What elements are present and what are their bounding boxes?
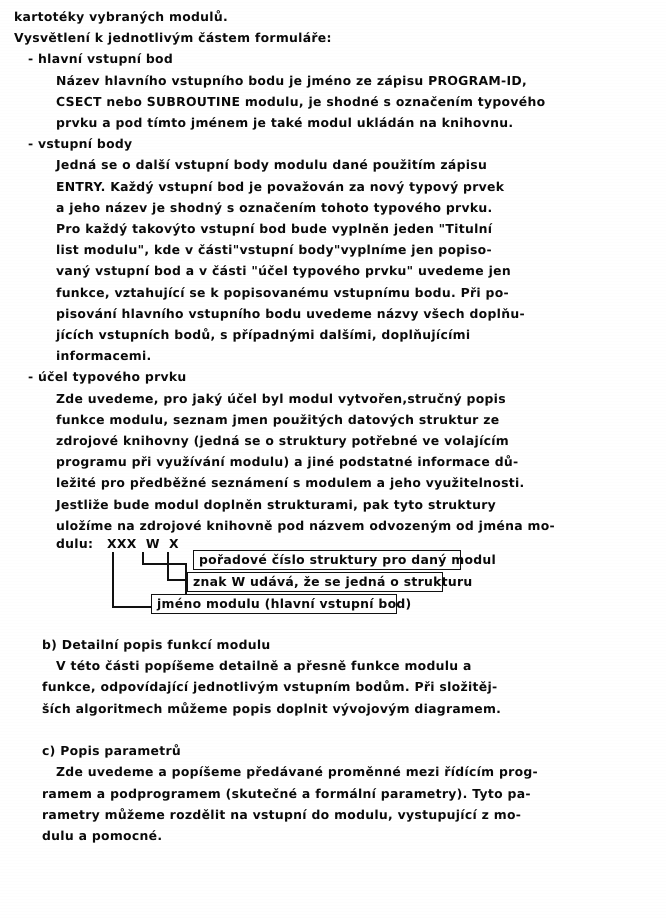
list-item: - účel typového prvku xyxy=(28,369,187,385)
text-line: zdrojové knihovny (jedná se o struktury potřebné ve volajícím xyxy=(56,433,510,449)
text-line: dulu a pomocné. xyxy=(42,827,163,843)
text-line: funkce, vztahující se k popisovanému vstupnímu bodu. Při po- xyxy=(56,284,509,300)
document-body xyxy=(14,6,656,846)
section-heading-b: b) Detailní popis funkcí modulu xyxy=(42,637,271,653)
section-heading-c: c) Popis parametrů xyxy=(42,743,181,759)
text-line: Jedná se o další vstupní body modulu dané použitím zápisu xyxy=(56,157,488,173)
diagram-leader-line xyxy=(142,563,186,565)
text-line: kartotéky vybraných modulů. xyxy=(14,9,228,24)
diagram-box-w-marker: znak W udává, že se jedná o strukturu xyxy=(187,572,443,592)
paragraph-block-sections xyxy=(14,634,656,846)
text-line: programu při využívání modulu) a jiné podstatné informace dů- xyxy=(56,454,519,470)
text-line: ležité pro předběžné seznámení s modulem a jeho využitelnosti. xyxy=(56,475,525,491)
text-line: ENTRY. Každý vstupní bod je považován za nový typový prvek xyxy=(56,178,505,194)
text-line: pisování hlavního vstupního bodu uvedeme názvy všech doplňu- xyxy=(56,305,525,321)
diagram-box-module-name: jméno modulu (hlavní vstupní bod) xyxy=(151,594,397,614)
text-line: funkce, odpovídající jednotlivým vstupním bodům. Při složitěj- xyxy=(42,679,498,695)
diagram-leader-line xyxy=(112,606,152,608)
text-line: vaný vstupní bod a v části "účel typového prvku" uvedeme jen xyxy=(56,263,511,279)
diagram-leader-line xyxy=(112,552,114,607)
text-line: Vysvětlení k jednotlivým částem formuláře: xyxy=(14,30,332,46)
text-line: ramem a podprogramem (skutečné a formální parametry). Tyto pa- xyxy=(42,785,531,801)
text-line: a jeho název je shodný s označením tohoto typového prvku. xyxy=(56,199,493,215)
text-line: informacemi. xyxy=(56,348,152,364)
text-line: Zde uvedeme a popíšeme předávané proměnné mezi řídícím prog- xyxy=(56,764,538,780)
text-line: rametry můžeme rozdělit na vstupní do modulu, vystupující z mo- xyxy=(42,806,522,822)
text-line: jících vstupních bodů, s případnými dalšími, doplňujícími xyxy=(56,327,471,343)
list-item: - hlavní vstupní bod xyxy=(28,51,174,67)
text-line: V této části popíšeme detailně a přesně funkce modulu a xyxy=(56,658,472,674)
structure-naming-diagram xyxy=(56,536,656,628)
text-line: list modulu", kde v části"vstupní body"vyplníme jen popiso- xyxy=(56,242,492,258)
text-line: CSECT nebo SUBROUTINE modulu, je shodné s označením typového xyxy=(56,93,546,109)
diagram-leader-line xyxy=(167,579,187,581)
diagram-leader-line xyxy=(167,552,169,580)
diagram-prefix-label: dulu: XXX W X xyxy=(56,536,179,552)
text-line: prvku a pod tímto jménem je také modul ukládán na knihovnu. xyxy=(56,115,514,131)
paragraph-block-top xyxy=(14,6,656,536)
text-line: Pro každý takovýto vstupní bod bude vyplněn jeden "Titulní xyxy=(56,221,493,237)
text-line: Jestliže bude modul doplněn strukturami, pak tyto struktury xyxy=(56,496,497,512)
text-line: uložíme na zdrojové knihovně pod názvem odvozeným od jména mo- xyxy=(56,517,555,533)
text-line: Zde uvedeme, pro jaký účel byl modul vytvořen,stručný popis xyxy=(56,390,506,406)
diagram-box-sequence-number: pořadové číslo struktury pro daný modul xyxy=(193,550,461,570)
blank-line xyxy=(42,719,656,740)
text-line: Název hlavního vstupního bodu je jméno ze zápisu PROGRAM-ID, xyxy=(56,72,527,88)
text-line: ších algoritmech můžeme popis doplnit vývojovým diagramem. xyxy=(42,700,502,716)
text-line: funkce modulu, seznam jmen použitých datových struktur ze xyxy=(56,411,500,427)
list-item: - vstupní body xyxy=(28,136,133,152)
